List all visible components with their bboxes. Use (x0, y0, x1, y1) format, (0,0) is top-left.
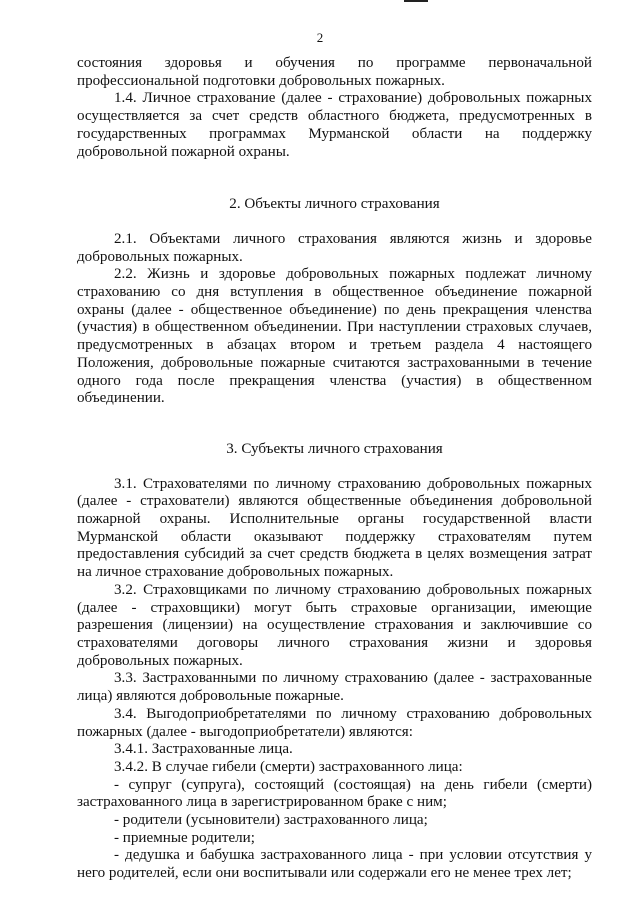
list-item-spouse: - супруг (супруга), состоящий (состоящая) на день гибели (смерти) застрахованного лица в зарегистрированном браке с ним; (77, 776, 592, 811)
scan-top-mark (404, 0, 428, 2)
paragraph-2-1: 2.1. Объектами личного страхования являются жизнь и здоровье добровольных пожарных. (77, 230, 592, 265)
paragraph-3-4-1: 3.4.1. Застрахованные лица. (114, 741, 293, 758)
list-item-foster-parents: - приемные родители; (114, 829, 255, 846)
paragraph-3-3: 3.3. Застрахованными по личному страхованию (далее - застрахованные лица) являются добровольные пожарные. (77, 670, 592, 705)
paragraph-1-4: 1.4. Личное страхование (далее - страхование) добровольных пожарных осуществляется за счет средств областного бюджета, предусмотренных в государственных программах Мурманской области на поддержку добровольной пожарной охраны. (77, 90, 592, 160)
paragraph-1-3-continued: состояния здоровья и обучения по программе первоначальной профессиональной подготовки добровольных пожарных. (77, 55, 592, 89)
paragraph-3-4: 3.4. Выгодоприобретателями по личному страхованию добровольных пожарных (далее - выгодоприобретатели) являются: (77, 705, 592, 740)
section-heading-3: 3. Субъекты личного страхования (226, 440, 443, 457)
paragraph-2-2: 2.2. Жизнь и здоровье добровольных пожарных подлежат личному страхованию со дня вступления в общественное объединение пожарной охраны (далее - общественное объединение) по день прекращения членства (участия) в общественном объединении. При наступлении страховых случаев, предусмотренных в абзацах втором и третьем раздела 4 настоящего Положения, добровольные пожарные считаются застрахованными в течение одного года после прекращения членства (участия) в общественном объединении. (77, 266, 592, 407)
document-body (77, 55, 592, 883)
list-item-grandparents: - дедушка и бабушка застрахованного лица - при условии отсутствия у него родителей, если они воспитывали или содержали его не менее трех лет; (77, 847, 592, 882)
section-heading-2: 2. Объекты личного страхования (229, 196, 440, 213)
page-number: 2 (316, 30, 324, 45)
paragraph-3-1: 3.1. Страхователями по личному страхованию добровольных пожарных (далее - страхователи) являются общественные объединения добровольной пожарной охраны. Исполнительные органы государственной власти Мурманской области оказывают поддержку страхователям путем предоставления субсидий за счет средств бюджета в целях возмещения затрат на личное страхование добровольных пожарных. (77, 475, 592, 581)
list-item-parents: - родители (усыновители) застрахованного лица; (114, 812, 428, 829)
paragraph-3-2: 3.2. Страховщиками по личному страхованию добровольных пожарных (далее - страховщики) могут быть страховые организации, имеющие разрешения (лицензии) на осуществление страхования и заключившие со страхователями договоры личного страхования жизни и здоровья добровольных пожарных. (77, 581, 592, 669)
paragraph-3-4-2: 3.4.2. В случае гибели (смерти) застрахованного лица: (114, 758, 463, 775)
